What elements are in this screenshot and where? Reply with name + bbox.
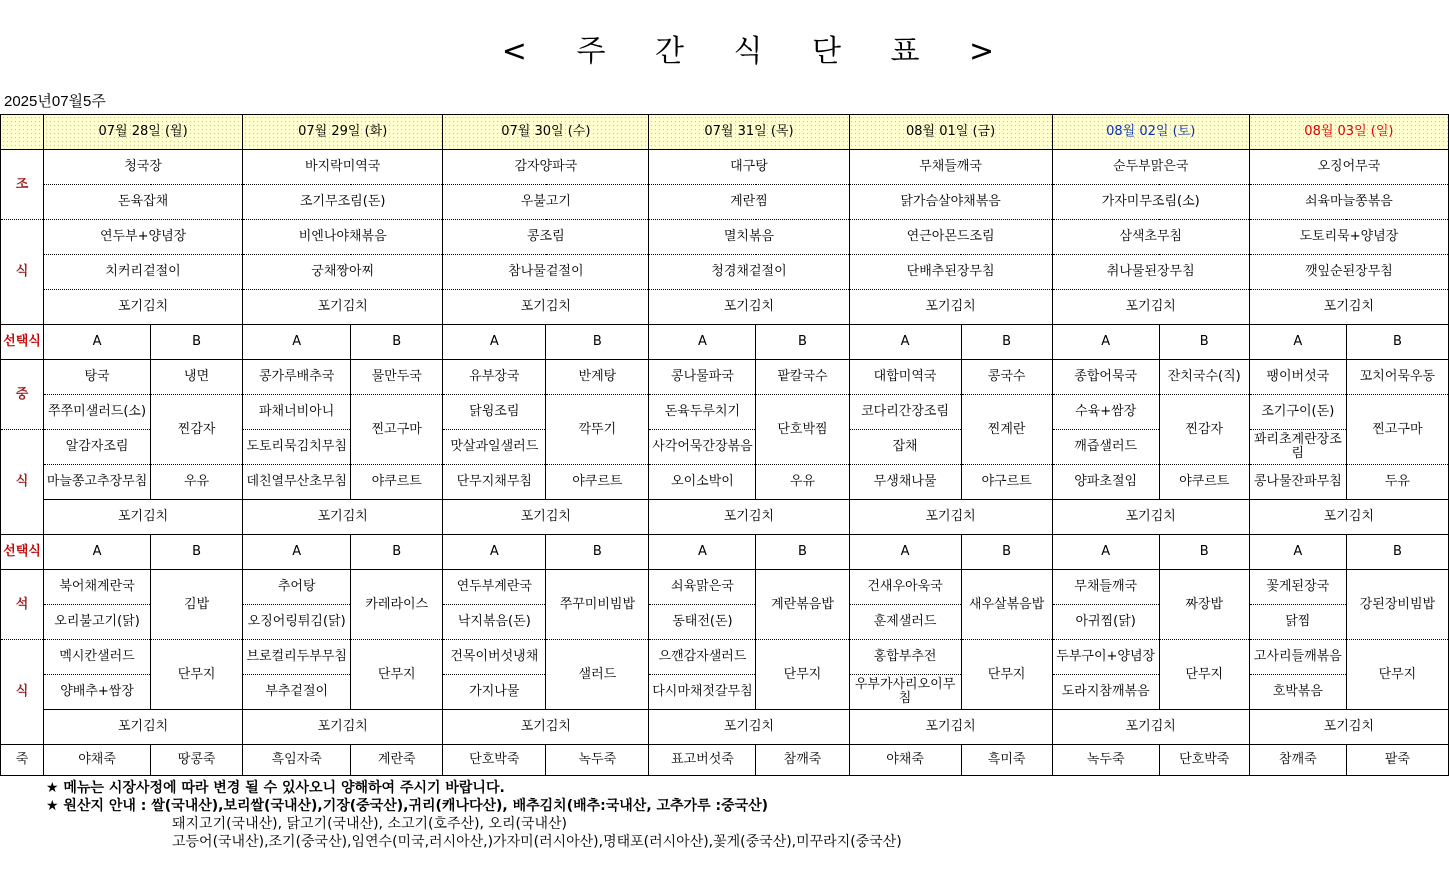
dinner-a-item: 아귀찜(닭) <box>1052 605 1159 640</box>
lunch-b-item: 찐고구마 <box>1346 395 1448 465</box>
porridge-b: 땅콩죽 <box>151 745 243 776</box>
porridge-label: 죽 <box>1 745 44 776</box>
dinner-label: 식 <box>1 640 44 745</box>
lunch-kimchi: 포기김치 <box>1249 500 1448 535</box>
dinner-a-item: 낙지볶음(돈) <box>443 605 546 640</box>
lunch-a-item: 탕국 <box>44 360 151 395</box>
lunch-a-item: 대합미역국 <box>849 360 961 395</box>
porridge-b: 흑미죽 <box>961 745 1052 776</box>
choice-b: B <box>961 535 1052 570</box>
dinner-a-item: 다시마채젓갈무침 <box>649 675 756 710</box>
choice-label: 선택식 <box>1 535 44 570</box>
lunch-kimchi: 포기김치 <box>443 500 649 535</box>
lunch-b-item: 콩국수 <box>961 360 1052 395</box>
lunch-b-item: 깍뚜기 <box>546 395 649 465</box>
choice-a: A <box>649 535 756 570</box>
dinner-label: 석 <box>1 570 44 640</box>
choice-b: B <box>1346 325 1448 360</box>
lunch-a-item: 데친열무산초무침 <box>243 465 351 500</box>
dinner-b-item: 단무지 <box>1346 640 1448 710</box>
choice-a: A <box>44 535 151 570</box>
dinner-a-item: 연두부계란국 <box>443 570 546 605</box>
day-header: 07월 31일 (목) <box>649 115 849 150</box>
lunch-kimchi: 포기김치 <box>649 500 849 535</box>
lunch-b-item: 야쿠르트 <box>351 465 443 500</box>
breakfast-item: 무채들깨국 <box>849 150 1052 185</box>
dinner-b-item: 단무지 <box>961 640 1052 710</box>
dinner-b-item: 강된장비빔밥 <box>1346 570 1448 640</box>
lunch-a-item: 도토리묵김치무침 <box>243 430 351 465</box>
breakfast-item: 가자미무조림(소) <box>1052 185 1249 220</box>
breakfast-item: 조기무조림(돈) <box>243 185 443 220</box>
dinner-a-item: 추어탕 <box>243 570 351 605</box>
lunch-a-item: 코다리간장조림 <box>849 395 961 430</box>
lunch-b-item: 꼬치어묵우동 <box>1346 360 1448 395</box>
dinner-a-item: 가지나물 <box>443 675 546 710</box>
porridge-a: 흑임자죽 <box>243 745 351 776</box>
choice-a: A <box>1249 535 1346 570</box>
breakfast-item: 단배추된장무침 <box>849 255 1052 290</box>
breakfast-label: 조 <box>1 150 44 220</box>
breakfast-item: 깻잎순된장무침 <box>1249 255 1448 290</box>
notes-block <box>46 779 902 851</box>
origin-line-fish: 고등어(국내산),조기(중국산),임연수(미국,러시아산,)가자미(러시아산),명태포(러시아산),꽃게(중국산),미꾸라지(중국산) <box>172 834 902 850</box>
choice-a: A <box>849 535 961 570</box>
breakfast-item: 치커리겉절이 <box>44 255 243 290</box>
breakfast-item: 포기김치 <box>443 290 649 325</box>
origin-line: ★ 원산지 안내 : 쌀(국내산),보리쌀(국내산),기장(중국산),귀리(캐나다산), 배추김치(배추:국내산, 고추가루 :중국산) <box>46 798 769 814</box>
dinner-a-item: 도라지참깨볶음 <box>1052 675 1159 710</box>
breakfast-item: 취나물된장무침 <box>1052 255 1249 290</box>
choice-b: B <box>961 325 1052 360</box>
choice-b: B <box>1159 535 1249 570</box>
dinner-a-item: 으깬감자샐러드 <box>649 640 756 675</box>
lunch-b-item: 잔치국수(직) <box>1159 360 1249 395</box>
porridge-b: 녹두죽 <box>546 745 649 776</box>
lunch-a-item: 사각어묵간장볶음 <box>649 430 756 465</box>
choice-b: B <box>756 325 849 360</box>
lunch-a-item: 파채너비아니 <box>243 395 351 430</box>
breakfast-item: 참나물겉절이 <box>443 255 649 290</box>
dinner-a-item: 양배추+쌈장 <box>44 675 151 710</box>
dinner-kimchi: 포기김치 <box>443 710 649 745</box>
dinner-a-item: 닭찜 <box>1249 605 1346 640</box>
breakfast-item: 궁채짱아찌 <box>243 255 443 290</box>
choice-a: A <box>1052 325 1159 360</box>
choice-a: A <box>1249 325 1346 360</box>
lunch-b-item: 우유 <box>151 465 243 500</box>
breakfast-item: 비엔나야채볶음 <box>243 220 443 255</box>
corner-cell <box>1 115 44 150</box>
lunch-a-item: 마늘쫑고추장무침 <box>44 465 151 500</box>
dinner-a-item: 쇠육맑은국 <box>649 570 756 605</box>
lunch-a-item: 깨즙샐러드 <box>1052 430 1159 465</box>
dinner-b-item: 단무지 <box>1159 640 1249 710</box>
lunch-a-item: 돈육두루치기 <box>649 395 756 430</box>
breakfast-item: 오징어무국 <box>1249 150 1448 185</box>
breakfast-item: 연근아몬드조림 <box>849 220 1052 255</box>
dinner-kimchi: 포기김치 <box>44 710 243 745</box>
lunch-a-item: 무생채나물 <box>849 465 961 500</box>
dinner-a-item: 홍합부추전 <box>849 640 961 675</box>
lunch-b-item: 찐감자 <box>1159 395 1249 465</box>
breakfast-item: 포기김치 <box>243 290 443 325</box>
lunch-a-item: 알감자조림 <box>44 430 151 465</box>
porridge-a: 야채죽 <box>849 745 961 776</box>
breakfast-item: 멸치볶음 <box>649 220 849 255</box>
dinner-kimchi: 포기김치 <box>1249 710 1448 745</box>
lunch-a-item: 콩나물잔파무침 <box>1249 465 1346 500</box>
lunch-label: 식 <box>1 430 44 535</box>
lunch-b-item: 팥칼국수 <box>756 360 849 395</box>
choice-a: A <box>443 325 546 360</box>
weekly-menu-table <box>0 114 1449 776</box>
lunch-a-item: 유부장국 <box>443 360 546 395</box>
day-header: 07월 29일 (화) <box>243 115 443 150</box>
lunch-a-item: 쭈쭈미샐러드(소) <box>44 395 151 430</box>
breakfast-item: 연두부+양념장 <box>44 220 243 255</box>
choice-b: B <box>756 535 849 570</box>
dinner-b-item: 단무지 <box>756 640 849 710</box>
breakfast-item: 순두부맑은국 <box>1052 150 1249 185</box>
lunch-kimchi: 포기김치 <box>243 500 443 535</box>
choice-b: B <box>1159 325 1249 360</box>
lunch-a-item: 팽이버섯국 <box>1249 360 1346 395</box>
breakfast-item: 우불고기 <box>443 185 649 220</box>
lunch-b-item: 찐계란 <box>961 395 1052 465</box>
lunch-b-item: 우유 <box>756 465 849 500</box>
choice-b: B <box>151 325 243 360</box>
dinner-b-item: 샐러드 <box>546 640 649 710</box>
breakfast-item: 청국장 <box>44 150 243 185</box>
lunch-b-item: 냉면 <box>151 360 243 395</box>
choice-a: A <box>44 325 151 360</box>
origin-line-meat: 돼지고기(국내산), 닭고기(국내산), 소고기(호주산), 오리(국내산) <box>172 816 567 832</box>
dinner-a-item: 건목이버섯냉채 <box>443 640 546 675</box>
porridge-a: 녹두죽 <box>1052 745 1159 776</box>
lunch-b-item: 반계탕 <box>546 360 649 395</box>
choice-a: A <box>649 325 756 360</box>
dinner-kimchi: 포기김치 <box>849 710 1052 745</box>
day-header: 07월 30일 (수) <box>443 115 649 150</box>
dinner-b-item: 쭈꾸미비빔밥 <box>546 570 649 640</box>
dinner-b-item: 단무지 <box>151 640 243 710</box>
porridge-b: 계란죽 <box>351 745 443 776</box>
breakfast-item: 닭가슴살야채볶음 <box>849 185 1052 220</box>
choice-b: B <box>151 535 243 570</box>
lunch-b-item: 야쿠르트 <box>1159 465 1249 500</box>
dinner-a-item: 무채들깨국 <box>1052 570 1159 605</box>
dinner-kimchi: 포기김치 <box>243 710 443 745</box>
dinner-a-item: 브로컬리두부무침 <box>243 640 351 675</box>
breakfast-item: 바지락미역국 <box>243 150 443 185</box>
porridge-b: 참깨죽 <box>756 745 849 776</box>
breakfast-item: 포기김치 <box>1052 290 1249 325</box>
dinner-a-item: 멕시칸샐러드 <box>44 640 151 675</box>
choice-b: B <box>351 535 443 570</box>
dinner-a-item: 북어채계란국 <box>44 570 151 605</box>
choice-b: B <box>1346 535 1448 570</box>
day-header: 08월 03일 (일) <box>1249 115 1448 150</box>
dinner-a-item: 오징어링튀김(닭) <box>243 605 351 640</box>
porridge-a: 야채죽 <box>44 745 151 776</box>
choice-b: B <box>546 325 649 360</box>
choice-a: A <box>849 325 961 360</box>
day-header: 07월 28일 (월) <box>44 115 243 150</box>
dinner-kimchi: 포기김치 <box>1052 710 1249 745</box>
dinner-a-item: 꽃게된장국 <box>1249 570 1346 605</box>
lunch-a-item: 양파초절임 <box>1052 465 1159 500</box>
day-header: 08월 02일 (토) <box>1052 115 1249 150</box>
breakfast-item: 포기김치 <box>649 290 849 325</box>
porridge-b: 팥죽 <box>1346 745 1448 776</box>
dinner-a-item: 동태전(돈) <box>649 605 756 640</box>
dinner-b-item: 짜장밥 <box>1159 570 1249 640</box>
dinner-a-item: 두부구이+양념장 <box>1052 640 1159 675</box>
dinner-a-item: 부추겉절이 <box>243 675 351 710</box>
dinner-kimchi: 포기김치 <box>649 710 849 745</box>
lunch-a-item: 꽈리초계란장조림 <box>1249 430 1346 465</box>
dinner-b-item: 계란볶음밥 <box>756 570 849 640</box>
choice-a: A <box>243 325 351 360</box>
breakfast-item: 삼색초무침 <box>1052 220 1249 255</box>
breakfast-item: 감자양파국 <box>443 150 649 185</box>
lunch-a-item: 맛살과일샐러드 <box>443 430 546 465</box>
lunch-b-item: 찐고구마 <box>351 395 443 465</box>
porridge-a: 표고버섯죽 <box>649 745 756 776</box>
lunch-a-item: 오이소박이 <box>649 465 756 500</box>
notice-line: ★ 메뉴는 시장사정에 따라 변경 될 수 있사오니 양해하여 주시기 바랍니다. <box>46 780 505 796</box>
porridge-a: 단호박죽 <box>443 745 546 776</box>
dinner-a-item: 오리불고기(닭) <box>44 605 151 640</box>
lunch-a-item: 콩나물파국 <box>649 360 756 395</box>
breakfast-item: 콩조림 <box>443 220 649 255</box>
lunch-kimchi: 포기김치 <box>1052 500 1249 535</box>
choice-a: A <box>1052 535 1159 570</box>
breakfast-item: 도토리묵+양념장 <box>1249 220 1448 255</box>
porridge-a: 참깨죽 <box>1249 745 1346 776</box>
lunch-a-item: 조기구이(돈) <box>1249 395 1346 430</box>
lunch-kimchi: 포기김치 <box>849 500 1052 535</box>
lunch-b-item: 물만두국 <box>351 360 443 395</box>
lunch-a-item: 수육+쌈장 <box>1052 395 1159 430</box>
choice-b: B <box>546 535 649 570</box>
dinner-b-item: 카레라이스 <box>351 570 443 640</box>
page-title: < 주 간 식 단 표 > <box>501 34 1015 69</box>
dinner-a-item: 건새우아욱국 <box>849 570 961 605</box>
week-label: 2025년07월5주 <box>4 93 106 110</box>
dinner-a-item: 고사리들깨볶음 <box>1249 640 1346 675</box>
dinner-a-item: 훈제샐러드 <box>849 605 961 640</box>
breakfast-item: 포기김치 <box>1249 290 1448 325</box>
choice-a: A <box>443 535 546 570</box>
dinner-a-item: 우부가사리오이무침 <box>849 675 961 710</box>
dinner-a-item: 호박볶음 <box>1249 675 1346 710</box>
lunch-b-item: 야구르트 <box>961 465 1052 500</box>
lunch-a-item: 종합어묵국 <box>1052 360 1159 395</box>
breakfast-item: 포기김치 <box>44 290 243 325</box>
breakfast-label: 식 <box>1 220 44 325</box>
breakfast-item: 대구탕 <box>649 150 849 185</box>
lunch-label: 중 <box>1 360 44 430</box>
choice-label: 선택식 <box>1 325 44 360</box>
choice-b: B <box>351 325 443 360</box>
dinner-b-item: 새우살볶음밥 <box>961 570 1052 640</box>
dinner-b-item: 김밥 <box>151 570 243 640</box>
choice-a: A <box>243 535 351 570</box>
dinner-b-item: 단무지 <box>351 640 443 710</box>
breakfast-item: 돈육잡채 <box>44 185 243 220</box>
lunch-a-item: 콩가루배추국 <box>243 360 351 395</box>
breakfast-item: 포기김치 <box>849 290 1052 325</box>
lunch-kimchi: 포기김치 <box>44 500 243 535</box>
lunch-b-item: 찐감자 <box>151 395 243 465</box>
day-header: 08월 01일 (금) <box>849 115 1052 150</box>
lunch-b-item: 단호박찜 <box>756 395 849 465</box>
breakfast-item: 청경채겉절이 <box>649 255 849 290</box>
lunch-a-item: 단무지채무침 <box>443 465 546 500</box>
porridge-b: 단호박죽 <box>1159 745 1249 776</box>
breakfast-item: 쇠육마늘쫑볶음 <box>1249 185 1448 220</box>
breakfast-item: 계란찜 <box>649 185 849 220</box>
lunch-a-item: 잡채 <box>849 430 961 465</box>
lunch-b-item: 야쿠르트 <box>546 465 649 500</box>
lunch-a-item: 닭윙조림 <box>443 395 546 430</box>
lunch-b-item: 두유 <box>1346 465 1448 500</box>
